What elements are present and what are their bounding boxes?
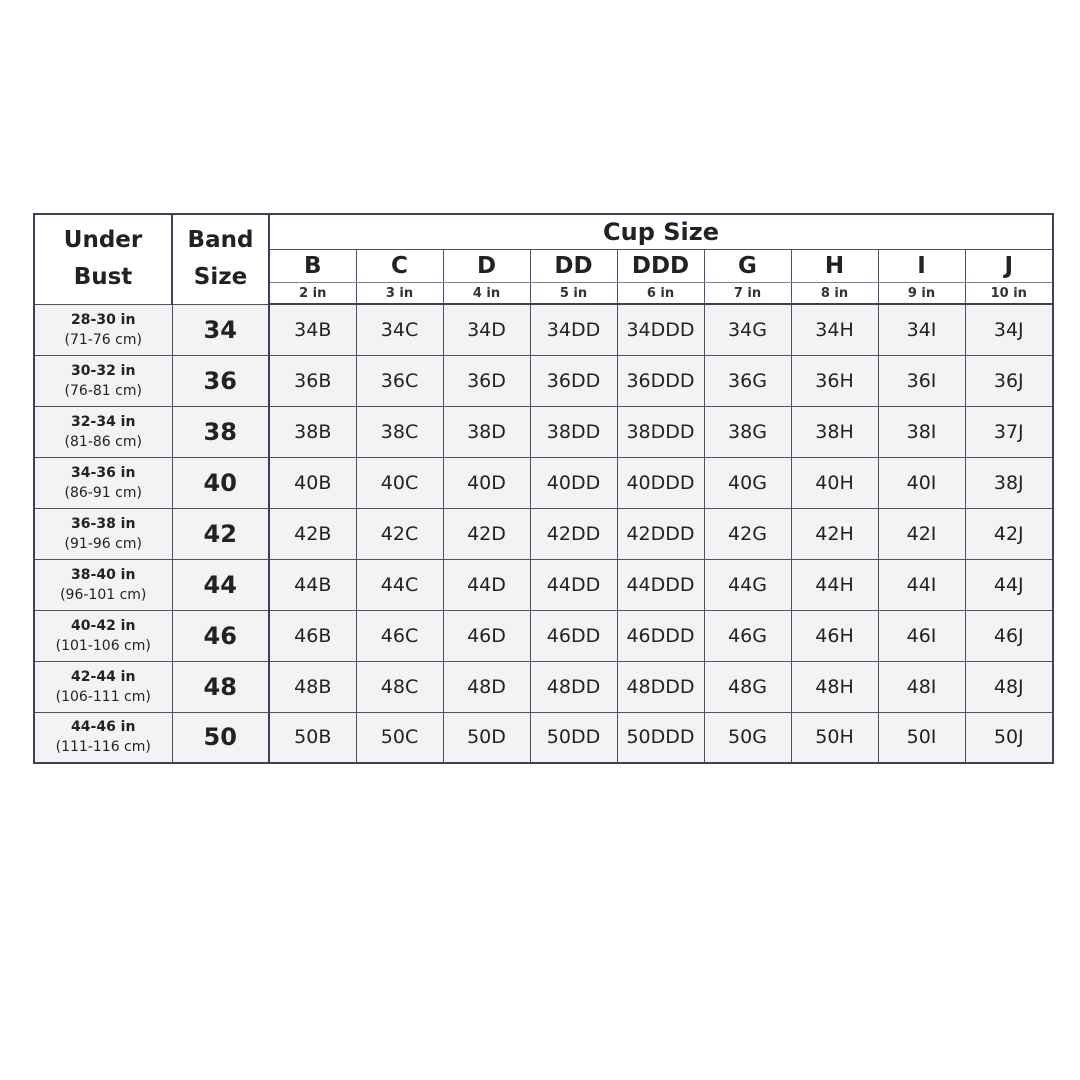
bra-size-cell: 48DDD: [617, 661, 704, 712]
cup-letter-header: I: [878, 250, 965, 283]
under-bust-cell: [34, 304, 172, 355]
bra-size-cell: 42J: [965, 508, 1053, 559]
under-bust-inches: 38-40 in: [71, 566, 136, 583]
bra-size-cell: 36DDD: [617, 355, 704, 406]
under-bust-inches: 28-30 in: [71, 311, 136, 328]
bra-size-cell: 36I: [878, 355, 965, 406]
table-row: [34, 304, 1053, 355]
under-bust-inches: 44-46 in: [71, 719, 136, 736]
cup-inch-header: 2 in: [269, 283, 356, 305]
bra-size-cell: 40C: [356, 457, 443, 508]
under-bust-centimeters: (96-101 cm): [60, 586, 147, 603]
cup-letter-header: J: [965, 250, 1053, 283]
table-row: [34, 712, 1053, 763]
under-bust-centimeters: (111-116 cm): [55, 739, 151, 756]
bra-size-cell: 46J: [965, 610, 1053, 661]
band-size-cell: 36: [172, 355, 269, 406]
bra-size-cell: 46DD: [530, 610, 617, 661]
cup-inch-header: 10 in: [965, 283, 1053, 305]
bra-size-cell: 38C: [356, 406, 443, 457]
bra-size-cell: 50G: [704, 712, 791, 763]
bra-size-cell: 44I: [878, 559, 965, 610]
bra-size-cell: 50DDD: [617, 712, 704, 763]
table-row: [34, 355, 1053, 406]
bra-size-cell: 36G: [704, 355, 791, 406]
bra-size-cell: 34G: [704, 304, 791, 355]
under-bust-header: [34, 214, 172, 304]
under-bust-inches: 30-32 in: [71, 362, 136, 379]
bra-size-cell: 34DD: [530, 304, 617, 355]
bra-size-cell: 42DDD: [617, 508, 704, 559]
under-bust-cell: [34, 712, 172, 763]
bra-size-cell: 48G: [704, 661, 791, 712]
bra-size-cell: 36DD: [530, 355, 617, 406]
table-row: [34, 610, 1053, 661]
bra-size-cell: 46I: [878, 610, 965, 661]
bra-size-cell: 38DD: [530, 406, 617, 457]
chart-body: [34, 304, 1053, 763]
under-bust-inches: 32-34 in: [71, 413, 136, 430]
bra-size-cell: 40H: [791, 457, 878, 508]
bra-size-cell: 40D: [443, 457, 530, 508]
bra-size-cell: 34J: [965, 304, 1053, 355]
under-bust-inches: 40-42 in: [71, 617, 136, 634]
bra-size-cell: 36C: [356, 355, 443, 406]
cup-inch-header: 6 in: [617, 283, 704, 305]
bra-size-cell: 37J: [965, 406, 1053, 457]
bra-size-cell: 42D: [443, 508, 530, 559]
band-size-cell: 46: [172, 610, 269, 661]
cup-letter-header: B: [269, 250, 356, 283]
under-bust-inches: 42-44 in: [71, 668, 136, 685]
bra-size-cell: 38H: [791, 406, 878, 457]
bra-size-cell: 36J: [965, 355, 1053, 406]
band-size-cell: 50: [172, 712, 269, 763]
cup-letter-header: C: [356, 250, 443, 283]
bra-size-cell: 38I: [878, 406, 965, 457]
band-size-cell: 40: [172, 457, 269, 508]
bra-size-cell: 34D: [443, 304, 530, 355]
bra-size-cell: 48C: [356, 661, 443, 712]
under-bust-centimeters: (91-96 cm): [64, 535, 142, 552]
bra-size-cell: 50H: [791, 712, 878, 763]
bra-size-cell: 42I: [878, 508, 965, 559]
bra-size-cell: 46H: [791, 610, 878, 661]
under-bust-inches: 36-38 in: [71, 515, 136, 532]
band-size-cell: 44: [172, 559, 269, 610]
cup-inch-header: 7 in: [704, 283, 791, 305]
bra-size-cell: 36B: [269, 355, 356, 406]
under-bust-cell: [34, 559, 172, 610]
bra-size-cell: 50I: [878, 712, 965, 763]
bra-size-cell: 44J: [965, 559, 1053, 610]
under-bust-cell: [34, 508, 172, 559]
bra-size-cell: 46DDD: [617, 610, 704, 661]
under-bust-header-line1: Under: [63, 227, 143, 254]
bra-size-cell: 36H: [791, 355, 878, 406]
bra-size-cell: 40DDD: [617, 457, 704, 508]
bra-size-cell: 50D: [443, 712, 530, 763]
bra-size-cell: 46D: [443, 610, 530, 661]
under-bust-centimeters: (86-91 cm): [64, 484, 142, 501]
band-size-header-line2: Size: [193, 264, 248, 291]
bra-size-cell: 38B: [269, 406, 356, 457]
bra-size-cell: 38D: [443, 406, 530, 457]
cup-size-header: Cup Size: [269, 214, 1053, 250]
bra-size-cell: 38DDD: [617, 406, 704, 457]
under-bust-centimeters: (101-106 cm): [55, 637, 151, 654]
under-bust-cell: [34, 610, 172, 661]
bra-size-cell: 46C: [356, 610, 443, 661]
bra-size-cell: 48J: [965, 661, 1053, 712]
bra-size-cell: 34H: [791, 304, 878, 355]
band-size-header-line1: Band: [187, 227, 254, 254]
bra-size-cell: 44DDD: [617, 559, 704, 610]
bra-size-cell: 44DD: [530, 559, 617, 610]
cup-letter-header: DDD: [617, 250, 704, 283]
cup-letter-header: DD: [530, 250, 617, 283]
bra-size-cell: 50J: [965, 712, 1053, 763]
table-row: [34, 661, 1053, 712]
bra-size-cell: 44G: [704, 559, 791, 610]
under-bust-cell: [34, 406, 172, 457]
bra-size-cell: 40B: [269, 457, 356, 508]
bra-size-cell: 46B: [269, 610, 356, 661]
band-size-cell: 38: [172, 406, 269, 457]
under-bust-centimeters: (76-81 cm): [64, 382, 142, 399]
cup-letter-header: D: [443, 250, 530, 283]
table-row: [34, 457, 1053, 508]
bra-size-cell: 42C: [356, 508, 443, 559]
bra-size-cell: 34C: [356, 304, 443, 355]
bra-size-cell: 38J: [965, 457, 1053, 508]
bra-size-cell: 38G: [704, 406, 791, 457]
bra-size-cell: 34I: [878, 304, 965, 355]
bra-size-cell: 46G: [704, 610, 791, 661]
bra-size-cell: 44D: [443, 559, 530, 610]
table-row: [34, 406, 1053, 457]
under-bust-centimeters: (81-86 cm): [64, 433, 142, 450]
under-bust-inches: 34-36 in: [71, 464, 136, 481]
bra-size-cell: 42DD: [530, 508, 617, 559]
under-bust-centimeters: (71-76 cm): [64, 331, 142, 348]
under-bust-cell: [34, 355, 172, 406]
bra-size-cell: 36D: [443, 355, 530, 406]
cup-inch-header: 4 in: [443, 283, 530, 305]
bra-size-cell: 40G: [704, 457, 791, 508]
cup-inch-header: 3 in: [356, 283, 443, 305]
band-size-header: [172, 214, 269, 304]
bra-size-cell: 48D: [443, 661, 530, 712]
table-row: [34, 559, 1053, 610]
bra-size-cell: 48DD: [530, 661, 617, 712]
bra-size-cell: 44C: [356, 559, 443, 610]
cup-letter-header: G: [704, 250, 791, 283]
bra-size-cell: 44B: [269, 559, 356, 610]
bra-size-cell: 50B: [269, 712, 356, 763]
cup-inch-header: 9 in: [878, 283, 965, 305]
bra-size-cell: 34DDD: [617, 304, 704, 355]
bra-size-cell: 48B: [269, 661, 356, 712]
bra-size-cell: 48I: [878, 661, 965, 712]
bra-size-cell: 40I: [878, 457, 965, 508]
bra-size-cell: 42H: [791, 508, 878, 559]
band-size-cell: 48: [172, 661, 269, 712]
under-bust-header-line2: Bust: [73, 264, 133, 291]
cup-letter-header: H: [791, 250, 878, 283]
cup-inch-header: 8 in: [791, 283, 878, 305]
table-row: [34, 508, 1053, 559]
bra-size-cell: 44H: [791, 559, 878, 610]
bra-size-cell: 42G: [704, 508, 791, 559]
under-bust-centimeters: (106-111 cm): [55, 688, 151, 705]
bra-size-cell: 48H: [791, 661, 878, 712]
bra-size-cell: 34B: [269, 304, 356, 355]
band-size-cell: 34: [172, 304, 269, 355]
cup-inch-header: 5 in: [530, 283, 617, 305]
under-bust-cell: [34, 661, 172, 712]
bra-size-cell: 42B: [269, 508, 356, 559]
bra-size-cell: 40DD: [530, 457, 617, 508]
under-bust-cell: [34, 457, 172, 508]
band-size-cell: 42: [172, 508, 269, 559]
bra-size-chart-table: [33, 213, 1054, 764]
bra-size-cell: 50DD: [530, 712, 617, 763]
bra-size-cell: 50C: [356, 712, 443, 763]
chart-header: [34, 214, 1053, 304]
